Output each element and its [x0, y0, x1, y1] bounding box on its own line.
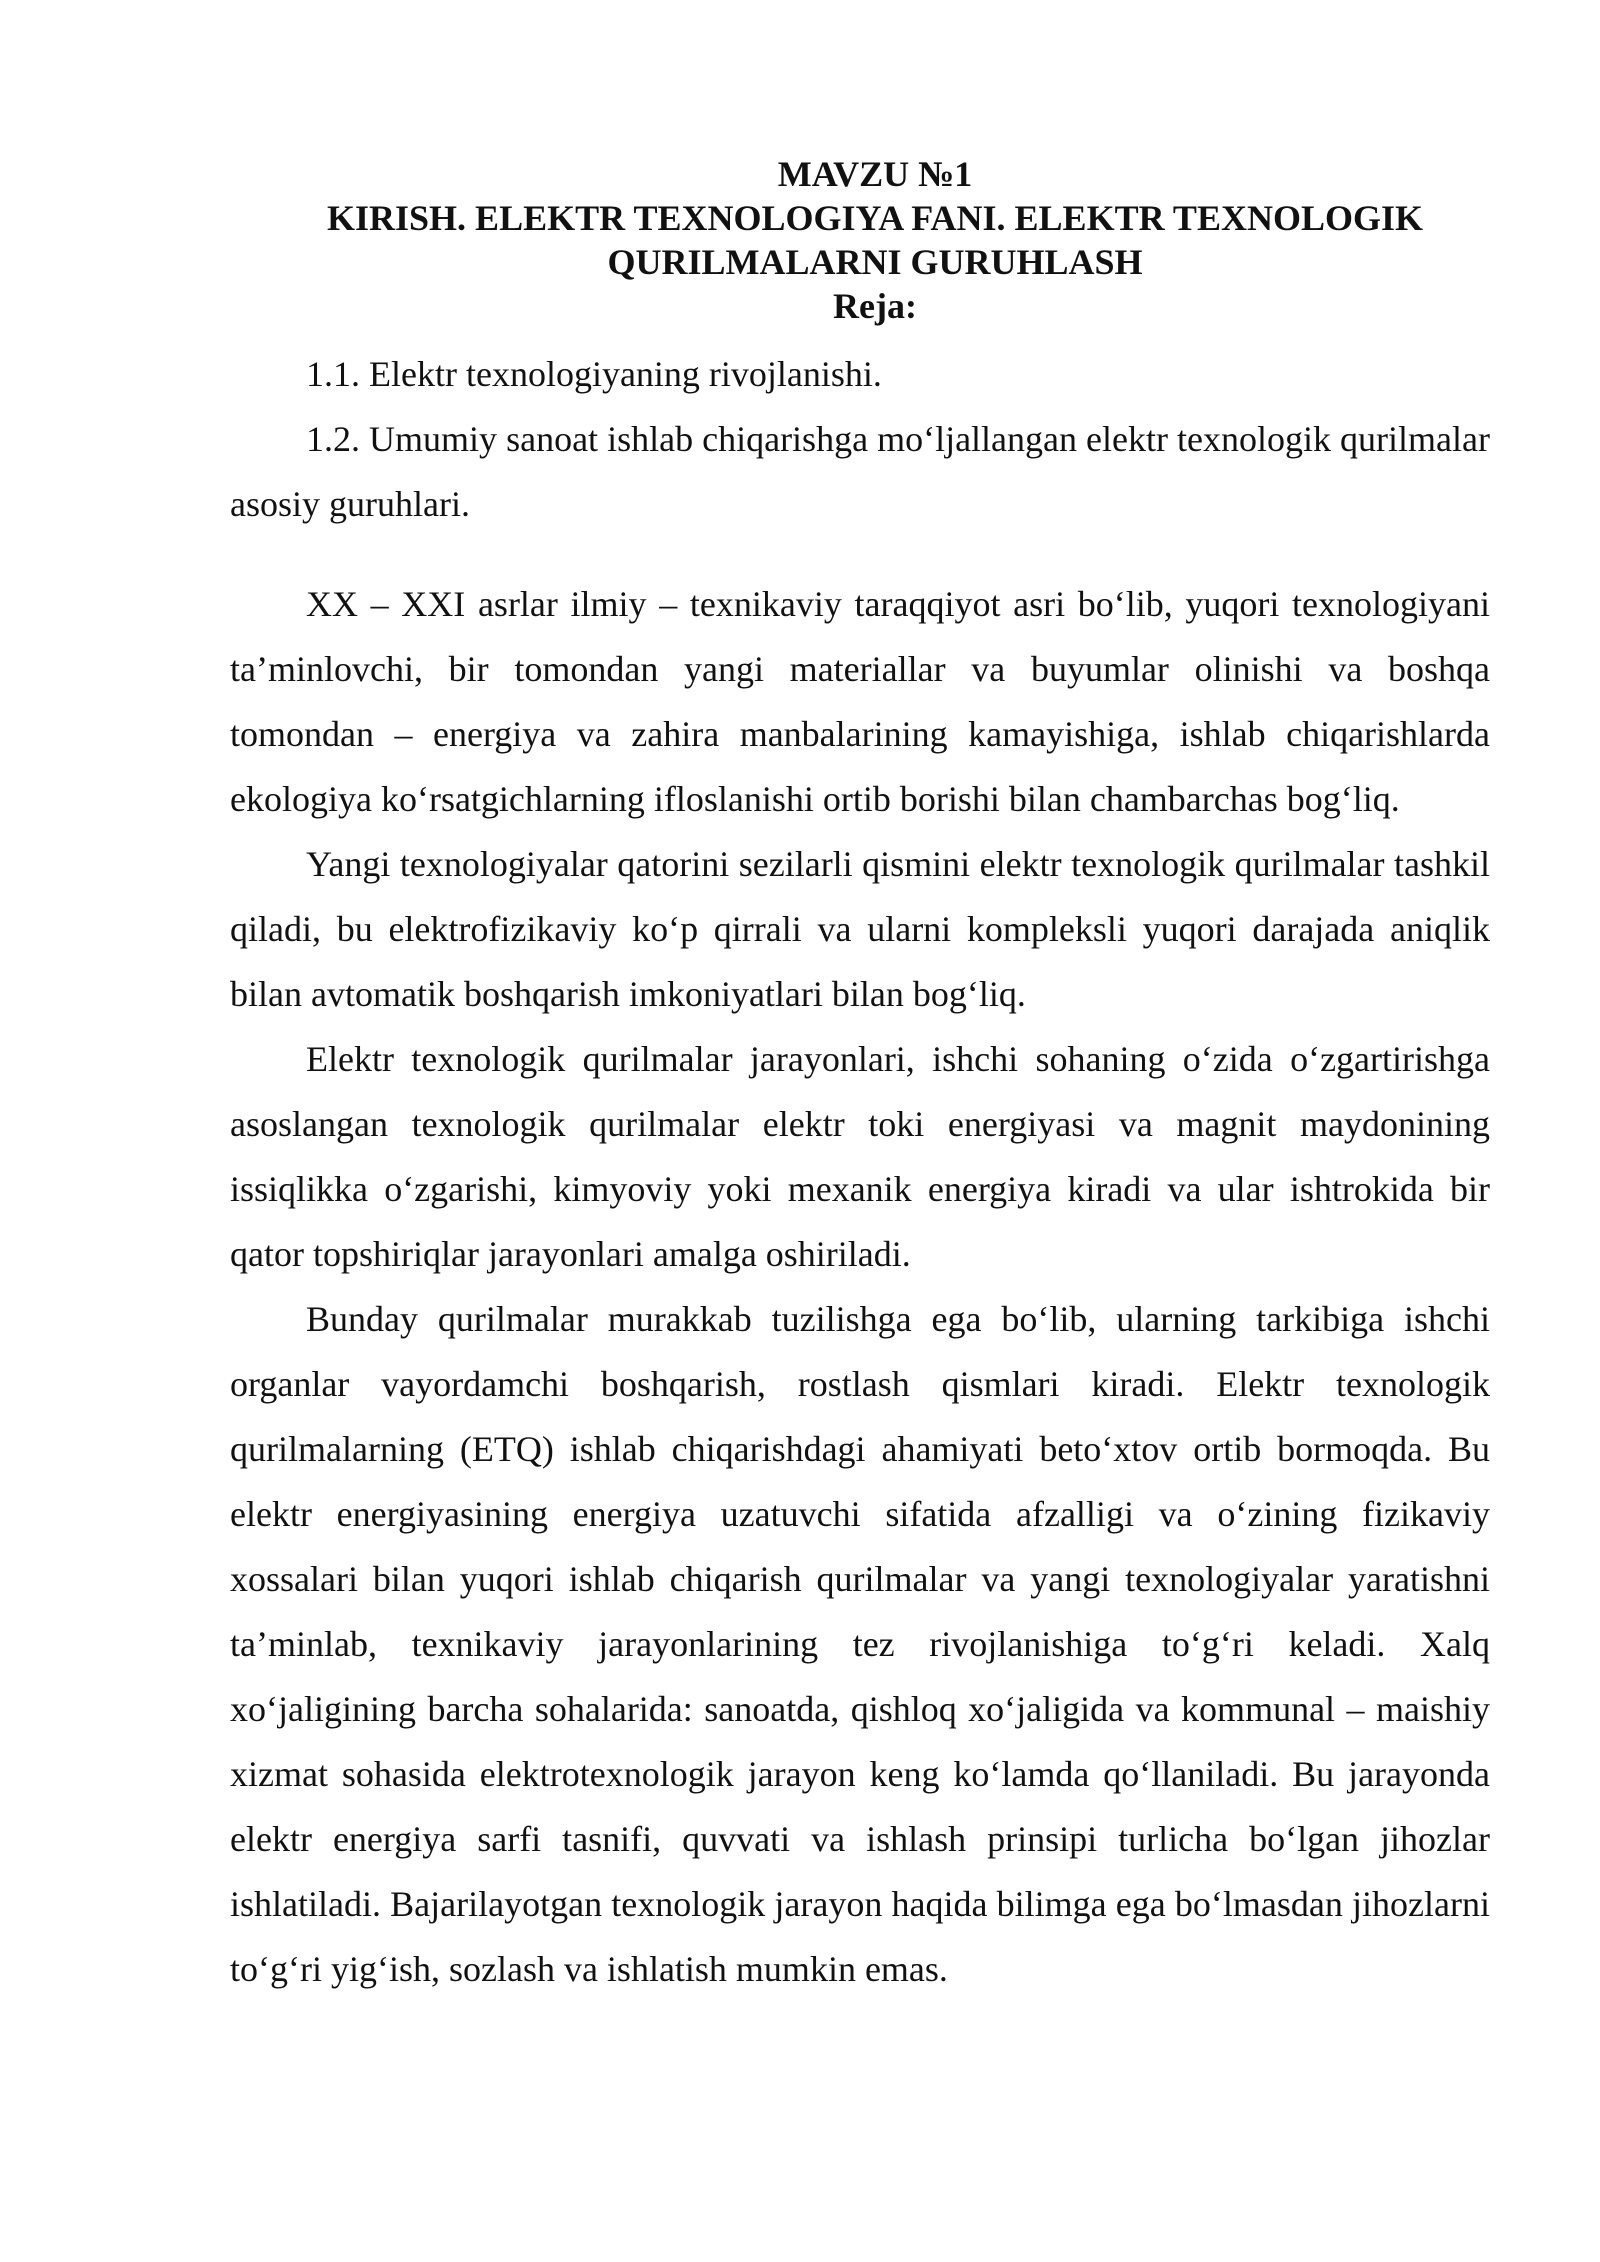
paragraph: Bunday qurilmalar murakkab tuzilishga ega bo‘lib, ularning tarkibiga ishchi organlar vayordamchi boshqarish, rostlash qismlari kiradi. Elektr texnologik qurilmalarning (ETQ) ishlab chiqarishdagi ahamiyati beto‘xtov ortib bormoqda. Bu elektr energiyasining energiya uzatuvchi sifatida afzalligi va o‘zining fizikaviy xossalari bilan yuqori ishlab chiqarish qurilmalar va yangi texnologiyalar yaratishni ta’minlab, texnikaviy jarayonlarining tez rivojlanishiga to‘g‘ri keladi. Xalq xo‘jaligining barcha sohalarida: sanoatda, qishloq xo‘jaligida va kommunal – maishiy xizmat sohasida elektrotexnologik jarayon keng ko‘lamda qo‘llaniladi. Bu jarayonda elektr energiya sarfi tasnifi, quvvati va ishlash prinsipi turlicha bo‘lgan jihozlar ishlatiladi. Bajarilayotgan texnologik jarayon haqida bilimga ega bo‘lmasdan jihozlarni to‘g‘ri yig‘ish, sozlash va ishlatish mumkin emas. [230, 1299, 1490, 1989]
plan-item: 1.1. Elektr texnologiyaning rivojlanishi. [306, 354, 882, 394]
paragraph: XX – XXI asrlar ilmiy – texnikaviy taraqqiyot asri bo‘lib, yuqori texnologiyani ta’minlovchi, bir tomondan yangi materiallar va buyumlar olinishi va boshqa tomondan – energiya va zahira manbalarining kamayishiga, ishlab chiqarishlarda ekologiya ko‘rsatgichlarning ifloslanishi ortib borishi bilan chambarchas bog‘liq. [230, 584, 1490, 819]
paragraph: Elektr texnologik qurilmalar jarayonlari, ishchi sohaning o‘zida o‘zgartirishga asoslangan texnologik qurilmalar elektr toki energiyasi va magnit maydonining issiqlikka o‘zgarishi, kimyoviy yoki mexanik energiya kiradi va ular ishtrokida bir qator topshiriqlar jarayonlari amalga oshiriladi. [230, 1039, 1490, 1274]
body-text [230, 572, 1490, 2002]
plan-item: 1.2. Umumiy sanoat ishlab chiqarishga mo‘ljallangan elektr texnologik qurilmalar asosiy guruhlari. [230, 419, 1490, 524]
paragraph: Yangi texnologiyalar qatorini sezilarli qismini elektr texnologik qurilmalar tashkil qiladi, bu elektrofizikaviy ko‘p qirrali va ularni kompleksli yuqori darajada aniqlik bilan avtomatik boshqarish imkoniyatlari bilan bog‘liq. [230, 844, 1490, 1014]
plan-list [230, 342, 1490, 537]
document-header [230, 152, 1520, 328]
title-line-1: KIRISH. ELEKTR TEXNOLOGIYA FANI. ELEKTR TEXNOLOGIK [327, 198, 1423, 238]
topic-number: MAVZU №1 [777, 154, 973, 194]
title-line-2: QURILMALARNI GURUHLASH [607, 242, 1143, 282]
plan-heading: Reja: [833, 286, 917, 326]
